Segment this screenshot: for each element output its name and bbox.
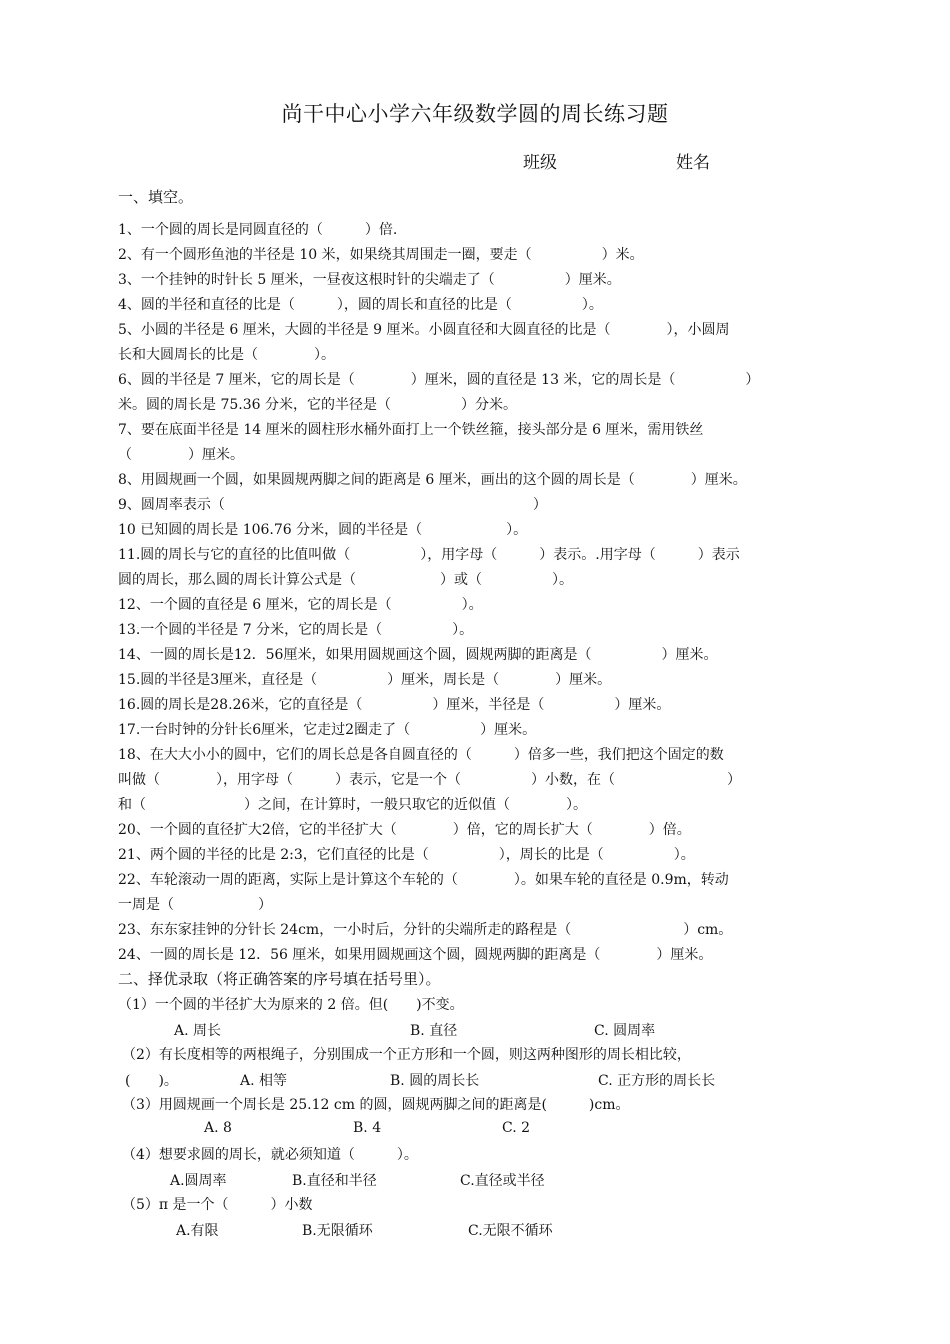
fill-line: 2、有一个圆形鱼池的半径是 10 米，如果绕其周围走一圈，要走（ ）米。 — [118, 247, 644, 263]
fill-line: 18、在大大小小的圆中，它们的周长总是各自圆直径的（ ）倍多一些，我们把这个固定的数 — [118, 747, 724, 763]
fill-line: 11.圆的周长与它的直径的比值叫做（ ），用字母（ ）表示。.用字母（ ）表示 — [118, 547, 740, 563]
fill-line: 10 已知圆的周长是 106.76 分米，圆的半径是（ ）。 — [118, 522, 528, 538]
page-title: 尚干中心小学六年级数学圆的周长练习题 — [281, 102, 669, 126]
fill-line: 4、圆的半径和直径的比是（ ），圆的周长和直径的比是（ ）。 — [118, 297, 603, 313]
choice-option: A. 周长 — [174, 1023, 222, 1039]
fill-line: 9、圆周率表示（ ） — [118, 497, 547, 513]
fill-line: 12、一个圆的直径是 6 厘米，它的周长是（ ）。 — [118, 597, 483, 613]
fill-line: 21、两个圆的半径的比是 2:3，它们直径的比是（ ），周长的比是（ ）。 — [118, 847, 695, 863]
fill-line: 13.一个圆的半径是 7 分米，它的周长是（ ）。 — [118, 622, 474, 638]
choice-option: A.有限 — [176, 1223, 219, 1239]
fill-line: 17.一台时钟的分针长6厘米，它走过2圈走了（ ）厘米。 — [118, 722, 537, 738]
choice-option: C.无限不循环 — [468, 1223, 553, 1239]
choice-option: C.直径或半径 — [460, 1173, 545, 1189]
fill-line: 和（ ）之间，在计算时，一般只取它的近似值（ ）。 — [118, 797, 587, 813]
fill-line: 长和大圆周长的比是（ ）。 — [118, 347, 335, 363]
fill-line: 叫做（ ），用字母（ ）表示，它是一个（ ）小数，在（ ） — [118, 772, 741, 788]
choice-option: C. 正方形的周长长 — [598, 1073, 716, 1089]
fill-line: 6、圆的半径是 7 厘米，它的周长是（ ）厘米，圆的直径是 13 米，它的周长是（ ） — [118, 372, 760, 388]
choice-option: C. 圆周率 — [594, 1023, 656, 1039]
choice-question: （4）想要求圆的周长，就必须知道（ ）。 — [122, 1147, 418, 1163]
choice-option: A. 8 — [204, 1120, 232, 1136]
choice-question: （3）用圆规画一个周长是 25.12 cm 的圆，圆规两脚之间的距离是( )cm。 — [122, 1097, 630, 1113]
fill-line: 15.圆的半径是3厘米，直径是（ ）厘米，周长是（ ）厘米。 — [118, 672, 612, 688]
fill-line: 一周是（ ） — [118, 897, 272, 913]
fill-line: 23、东东家挂钟的分针长 24cm，一小时后，分针的尖端所走的路程是（ ）cm。 — [118, 922, 733, 938]
fill-line: 1、一个圆的周长是同圆直径的（ ）倍. — [118, 222, 398, 238]
choice-option: C. 2 — [502, 1120, 531, 1136]
section-fill-heading: 一、填空。 — [118, 188, 194, 206]
fill-line: 5、小圆的半径是 6 厘米，大圆的半径是 9 厘米。小圆直径和大圆直径的比是（ ），小圆周 — [118, 322, 730, 338]
section-choice-heading: 二、择优录取（将正确答案的序号填在括号里）。 — [118, 970, 441, 988]
class-label: 班级 — [523, 153, 557, 173]
choice-blank: ( )。 — [125, 1073, 178, 1089]
choice-question: （2）有长度相等的两根绳子，分别围成一个正方形和一个圆，则这两种图形的周长相比较， — [122, 1047, 691, 1063]
choice-option: B.无限循环 — [302, 1223, 373, 1239]
name-label: 姓名 — [676, 153, 710, 173]
choice-option: B.直径和半径 — [292, 1173, 377, 1189]
fill-line: 20、一个圆的直径扩大2倍，它的半径扩大（ ）倍，它的周长扩大（ ）倍。 — [118, 822, 691, 838]
fill-line: 3、一个挂钟的时针长 5 厘米，一昼夜这根时针的尖端走了（ ）厘米。 — [118, 272, 621, 288]
choice-option: B. 圆的周长长 — [390, 1073, 480, 1089]
fill-line: 7、要在底面半径是 14 厘米的圆柱形水桶外面打上一个铁丝箍，接头部分是 6 厘米，需用铁丝 — [118, 422, 704, 438]
fill-line: 14、一圆的周长是12．56厘米，如果用圆规画这个圆，圆规两脚的距离是（ ）厘米。 — [118, 647, 718, 663]
fill-line: 16.圆的周长是28.26米，它的直径是（ ）厘米，半径是（ ）厘米。 — [118, 697, 671, 713]
fill-line: 圆的周长，那么圆的周长计算公式是（ ）或（ ）。 — [118, 572, 573, 588]
choice-option: A. 相等 — [240, 1073, 288, 1089]
fill-line: 8、用圆规画一个圆，如果圆规两脚之间的距离是 6 厘米，画出的这个圆的周长是（ ）厘米。 — [118, 472, 747, 488]
choice-option: B. 4 — [353, 1120, 382, 1136]
choice-option: B. 直径 — [410, 1023, 458, 1039]
choice-question: （5）π 是一个（ ）小数 — [122, 1197, 313, 1213]
fill-line: （ ）厘米。 — [118, 447, 244, 463]
fill-line: 米。圆的周长是 75.36 分米，它的半径是（ ）分米。 — [118, 397, 517, 413]
choice-option: A.圆周率 — [170, 1173, 227, 1189]
fill-line: 22、车轮滚动一周的距离，实际上是计算这个车轮的（ ）。如果车轮的直径是 0.9m，转动 — [118, 872, 729, 888]
fill-line: 24、一圆的周长是 12．56 厘米，如果用圆规画这个圆，圆规两脚的距离是（ ）厘米。 — [118, 947, 713, 963]
choice-question: （1）一个圆的半径扩大为原来的 2 倍。但( )不变。 — [118, 997, 464, 1013]
